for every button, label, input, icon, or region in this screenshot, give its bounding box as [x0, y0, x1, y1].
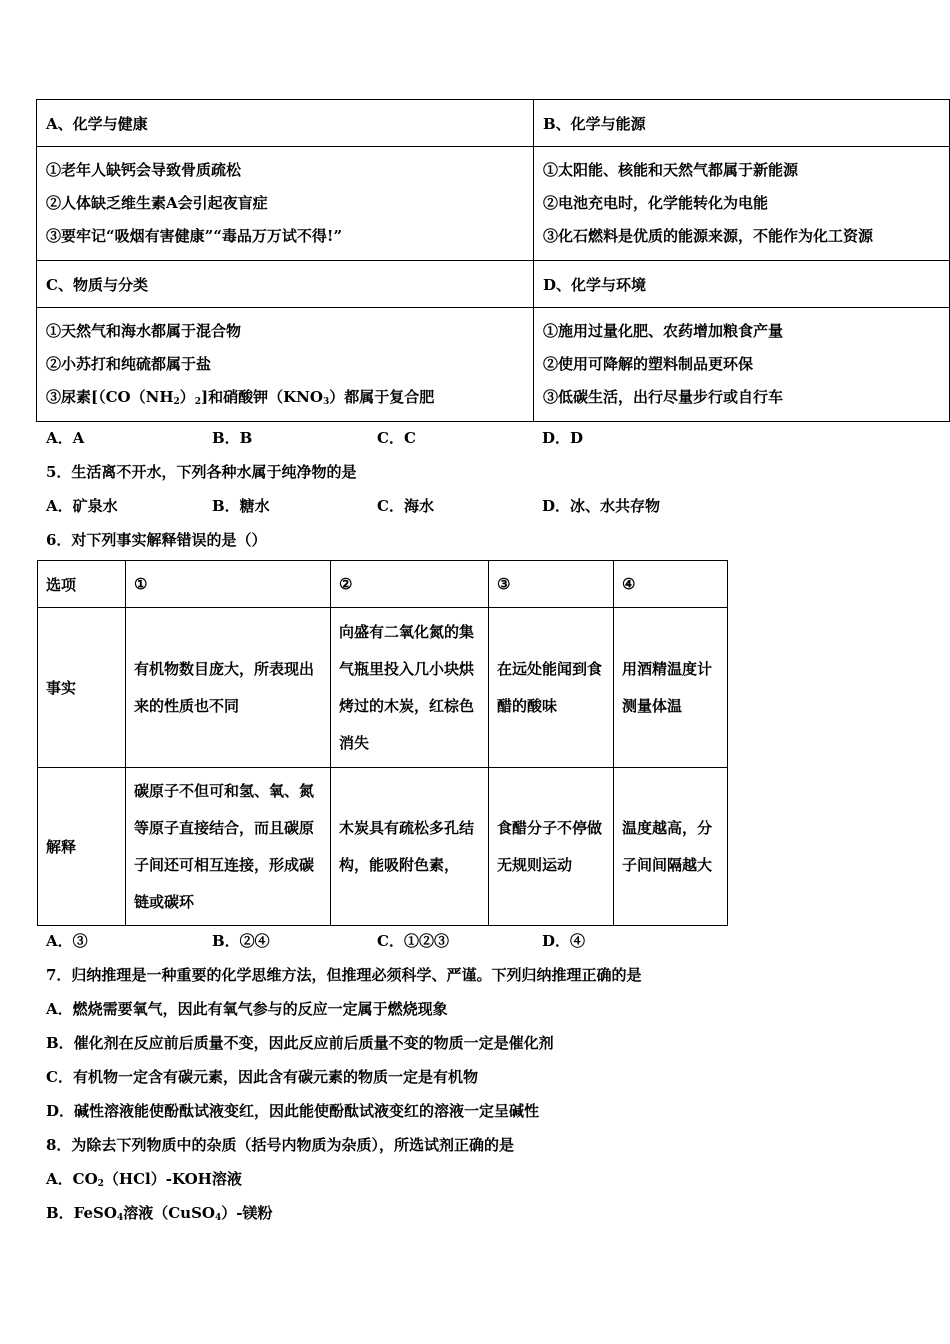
- fact-1: 有机物数目庞大，所表现出来的性质也不同: [126, 608, 331, 768]
- q7-option-a: A．燃烧需要氧气，因此有氧气参与的反应一定属于燃烧现象: [46, 1000, 448, 1018]
- q8-option-b: B．FeSO$_4$溶液（CuSO$_4$）-镁粉: [46, 1204, 273, 1223]
- header-4: ④: [614, 561, 728, 608]
- q8-option-a: A．$CO_2(HCl)$-KOH溶液: [46, 1170, 242, 1189]
- explanation-1: 碳原子不但可和氢、氧、氮等原子直接结合，而且碳原子间还可相互连接，形成碳链或碳环: [126, 768, 331, 926]
- q5-option-d: D．冰、水共存物: [542, 497, 661, 515]
- cell-c-heading: C、物质与分类: [37, 261, 534, 308]
- cell-d-line: ②使用可降解的塑料制品更环保: [543, 355, 754, 373]
- cell-a-line: ③要牢记“吸烟有害健康”“毒品万万试不得!”: [46, 227, 343, 245]
- q5-option-a: A．矿泉水: [46, 497, 118, 515]
- q6-stem: 6．对下列事实解释错误的是（）: [46, 531, 267, 549]
- fact-explanation-table: [37, 560, 728, 926]
- q5-stem: 5．生活离不开水，下列各种水属于纯净物的是: [46, 463, 357, 481]
- cell-d-line: ③低碳生活，出行尽量步行或自行车: [543, 388, 784, 406]
- cell-b-heading: B、化学与能源: [534, 100, 950, 147]
- q4-option-a: A．A: [46, 429, 85, 447]
- header-1: ①: [126, 561, 331, 608]
- q5-option-b: B．糖水: [212, 497, 270, 515]
- cell-a-line: ①老年人缺钙会导致骨质疏松: [46, 161, 242, 179]
- q4-option-d: D．D: [542, 429, 584, 447]
- header-3: ③: [489, 561, 614, 608]
- explanation-2: 木炭具有疏松多孔结构，能吸附色素，: [331, 768, 489, 926]
- cell-d-line: ①施用过量化肥、农药增加粮食产量: [543, 322, 784, 340]
- q7-option-d: D．碱性溶液能使酚酞试液变红，因此能使酚酞试液变红的溶液一定呈碱性: [46, 1102, 540, 1120]
- q6-option-c: C．①②③: [377, 932, 449, 950]
- cell-a-body: [37, 147, 534, 261]
- header-option: 选项: [38, 561, 126, 608]
- q7-option-b: B．催化剂在反应前后质量不变，因此反应前后质量不变的物质一定是催化剂: [46, 1034, 554, 1052]
- q8-stem: 8．为除去下列物质中的杂质（括号内物质为杂质），所选试剂正确的是: [46, 1136, 514, 1154]
- q6-option-a: A．③: [46, 932, 88, 950]
- fact-2: 向盛有二氧化氮的集气瓶里投入几小块烘烤过的木炭，红棕色消失: [331, 608, 489, 768]
- cell-c-line: ②小苏打和纯硫都属于盐: [46, 355, 212, 373]
- header-2: ②: [331, 561, 489, 608]
- q5-option-c: C．海水: [377, 497, 434, 515]
- classification-table: [36, 99, 950, 422]
- cell-a-heading: A、化学与健康: [37, 100, 534, 147]
- q6-option-d: D．④: [542, 932, 586, 950]
- cell-b-body: [534, 147, 950, 261]
- q7-option-c: C．有机物一定含有碳元素，因此含有碳元素的物质一定是有机物: [46, 1068, 478, 1086]
- cell-d-heading: D、化学与环境: [534, 261, 950, 308]
- q4-option-c: C．C: [377, 429, 416, 447]
- explanation-3: 食醋分子不停做无规则运动: [489, 768, 614, 926]
- fact-4: 用酒精温度计测量体温: [614, 608, 728, 768]
- q4-option-b: B．B: [212, 429, 253, 447]
- cell-c-line-formula: ③尿素[$(CO(NH_2)_2]$和硝酸钾$(KNO_3)$都属于复合肥: [46, 388, 435, 407]
- cell-b-line: ①太阳能、核能和天然气都属于新能源: [543, 161, 799, 179]
- cell-a-line: ②人体缺乏维生素A会引起夜盲症: [46, 194, 268, 212]
- cell-b-line: ②电池充电时，化学能转化为电能: [543, 194, 769, 212]
- cell-c-line: ①天然气和海水都属于混合物: [46, 322, 242, 340]
- fact-label: 事实: [38, 608, 126, 768]
- fact-3: 在远处能闻到食醋的酸味: [489, 608, 614, 768]
- q7-stem: 7．归纳推理是一种重要的化学思维方法，但推理必须科学、严谨。下列归纳推理正确的是: [46, 966, 642, 984]
- cell-d-body: [534, 308, 950, 422]
- cell-b-line: ③化石燃料是优质的能源来源，不能作为化工资源: [543, 227, 874, 245]
- cell-c-body: [37, 308, 534, 422]
- explain-label: 解释: [38, 768, 126, 926]
- explanation-4: 温度越高，分子间间隔越大: [614, 768, 728, 926]
- q6-option-b: B．②④: [212, 932, 270, 950]
